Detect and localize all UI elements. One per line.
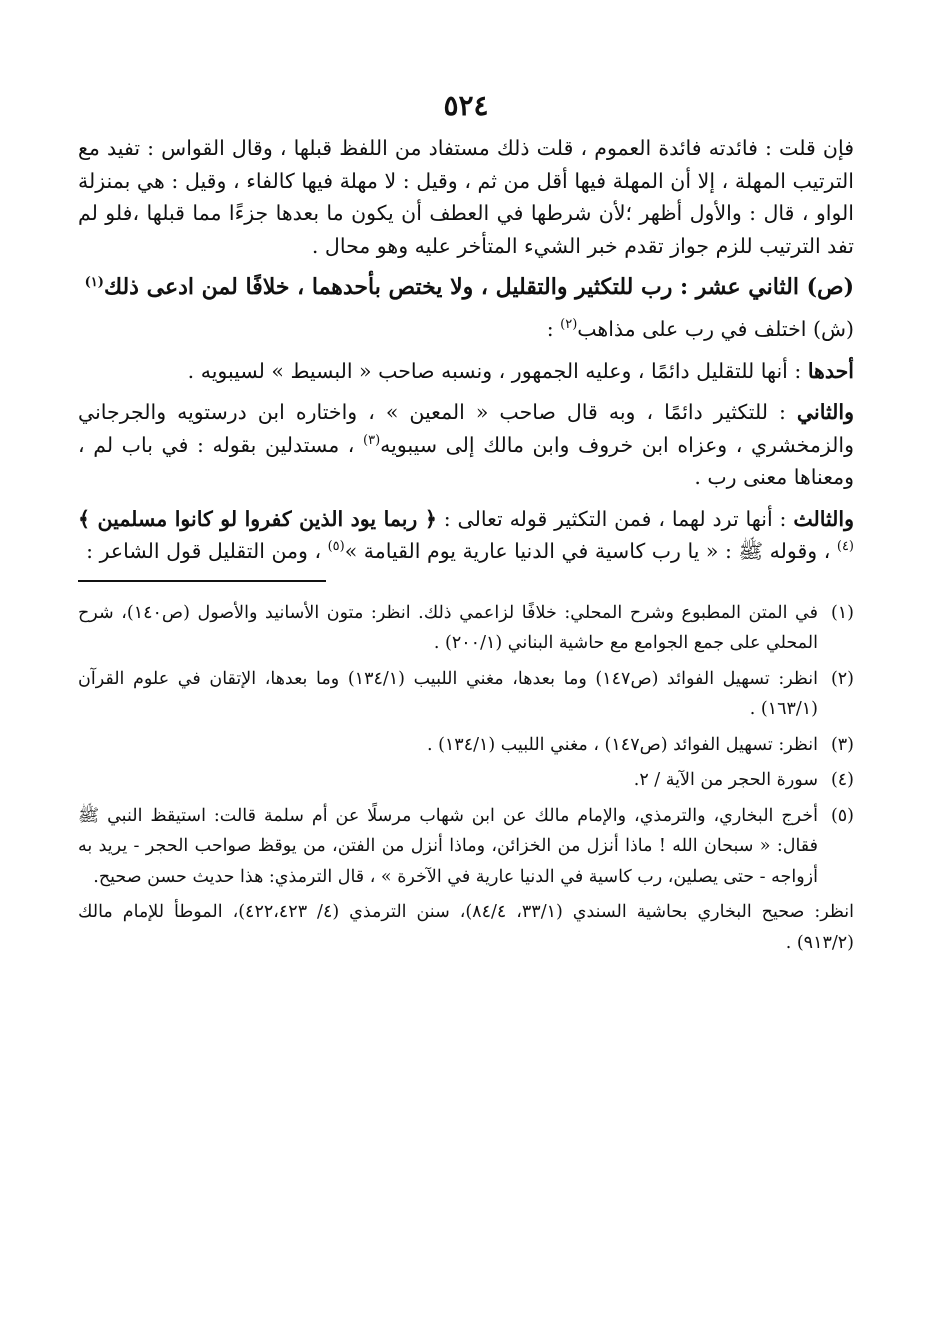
footnote-ref-1[interactable]: (١) bbox=[84, 275, 104, 291]
footnote-number: (٢) bbox=[830, 668, 854, 689]
footnote-number: (٥) bbox=[830, 805, 854, 826]
paragraph-third-opinion bbox=[78, 503, 854, 568]
footnote-text: انظر: تسهيل الفوائد (ص١٤٧) وما بعدها، مغني اللبيب (١٣٤/١) وما بعدها، الإتقان في علوم القرآن (١٦٣/١) . bbox=[78, 668, 819, 719]
footnote-ref-3[interactable]: (٣) bbox=[363, 432, 381, 448]
footnote-ref-4[interactable]: (٤) bbox=[836, 539, 854, 555]
footnote-item bbox=[78, 598, 854, 659]
paragraph-text-rule bbox=[78, 271, 854, 304]
first-opinion-text: : أنها للتقليل دائمًا ، وعليه الجمهور ، ونسبه صاحب « البسيط » لسيبويه . bbox=[187, 358, 808, 383]
paragraph-intro: فإن قلت : فائدته فائدة العموم ، قلت ذلك مستفاد من اللفظ قبلها ، وقال القواس : تفيد مع الترتيب المهلة ، إلا أن المهلة فيها أقل من ثم ، وقيل : لا مهلة فيها كالفاء ، وقيل : هي بمنزلة الواو ، قال : والأول أظهر ؛لأن شرطها في العطف أن يكون ما بعدها جزءًا مما قبلها ،فلو لم تفد الترتيب للزم جواز تقدم خبر الشيء المتأخر عليه وهو محال . bbox=[78, 136, 855, 258]
footnote-number: (٣) bbox=[830, 734, 854, 755]
footnote-ref-5[interactable]: (٥) bbox=[327, 539, 345, 555]
second-opinion-text-a: : للتكثير دائمًا ، وبه قال صاحب « المعين » ، واختاره ابن درستويه والجرجاني والزمخشري ، وعزاه ابن خروف وابن مالك إلى سيبويه bbox=[78, 400, 855, 457]
footnotes bbox=[78, 598, 854, 959]
footnote-number: (١) bbox=[830, 602, 854, 623]
second-opinion-text-b: ، مستدلين بقوله : في باب لم ، ومعناها معنى رب . bbox=[78, 432, 854, 489]
footnote-number: (٤) bbox=[830, 770, 854, 790]
paragraph-first-opinion bbox=[78, 355, 854, 388]
commentary-tail: : bbox=[546, 317, 561, 341]
footnote-item bbox=[78, 730, 854, 761]
page-number: ٥٢٤ bbox=[443, 89, 489, 122]
footnote-ref-2[interactable]: (٢) bbox=[560, 317, 578, 333]
paragraph-second-opinion bbox=[78, 396, 854, 494]
footnote-text: سورة الحجر من الآية / ٢. bbox=[633, 770, 818, 790]
footnote-continuation: انظر: صحيح البخاري بحاشية السندي (٣٣/١، ٨٤/٤)، سنن الترمذي (٤/ ٤٢٢،٤٢٣)، الموطأ للإمام مالك (٩١٣/٢) . bbox=[78, 902, 854, 953]
commentary-text: (ش) اختلف في رب على مذاهب bbox=[577, 317, 854, 341]
third-opinion-text-c: ، ومن التقليل قول الشاعر : bbox=[86, 539, 328, 563]
footnote-text: انظر: تسهيل الفوائد (ص١٤٧) ، مغني اللبيب (١٣٤/١) . bbox=[426, 734, 818, 755]
footnote-item bbox=[78, 801, 854, 893]
footnote-item bbox=[78, 765, 854, 796]
footnote-divider bbox=[78, 580, 326, 582]
page-body bbox=[78, 86, 854, 958]
second-opinion-lead: والثاني bbox=[796, 400, 854, 424]
footnote-text: أخرج البخاري، والترمذي، والإمام مالك عن ابن شهاب مرسلًا عن أم سلمة قالت: استيقظ النبي ﷺ فقال: « سبحان الله ! ماذا أنزل من الخزائن، وماذا أنزل من الفتن، من يوقظ صواحب الحجر - يريد به أزواجه - حتى يصلين، رب كاسية في الدنيا عارية في الآخرة » ، قال الترمذي: هذا حديث حسن صحيح. bbox=[78, 805, 818, 887]
first-opinion-lead: أحدها bbox=[807, 358, 854, 383]
third-opinion-lead: والثالث bbox=[793, 506, 855, 531]
third-opinion-text-a: : أنها ترد لهما ، فمن التكثير قوله تعالى : bbox=[436, 506, 794, 531]
rule-text: (ص) الثاني عشر : رب للتكثير والتقليل ، ولا يختص بأحدهما ، خلافًا لمن ادعى ذلك bbox=[103, 274, 854, 300]
quran-verse: ﴿ ربما يود الذين كفروا لو كانوا مسلمين ﴾ bbox=[78, 506, 437, 531]
footnote-text: في المتن المطبوع وشرح المحلي: خلافًا لزاعمي ذلك. انظر: متون الأسانيد والأصول (ص١٤٠)، شرح المحلي على جمع الجوامع مع حاشية البناني (٢٠٠/١) . bbox=[78, 602, 819, 653]
third-opinion-text-b: ، وقوله ﷺ : « يا رب كاسية في الدنيا عارية يوم القيامة » bbox=[344, 539, 837, 563]
paragraph-commentary-intro bbox=[78, 313, 854, 346]
footnote-item bbox=[78, 664, 854, 725]
